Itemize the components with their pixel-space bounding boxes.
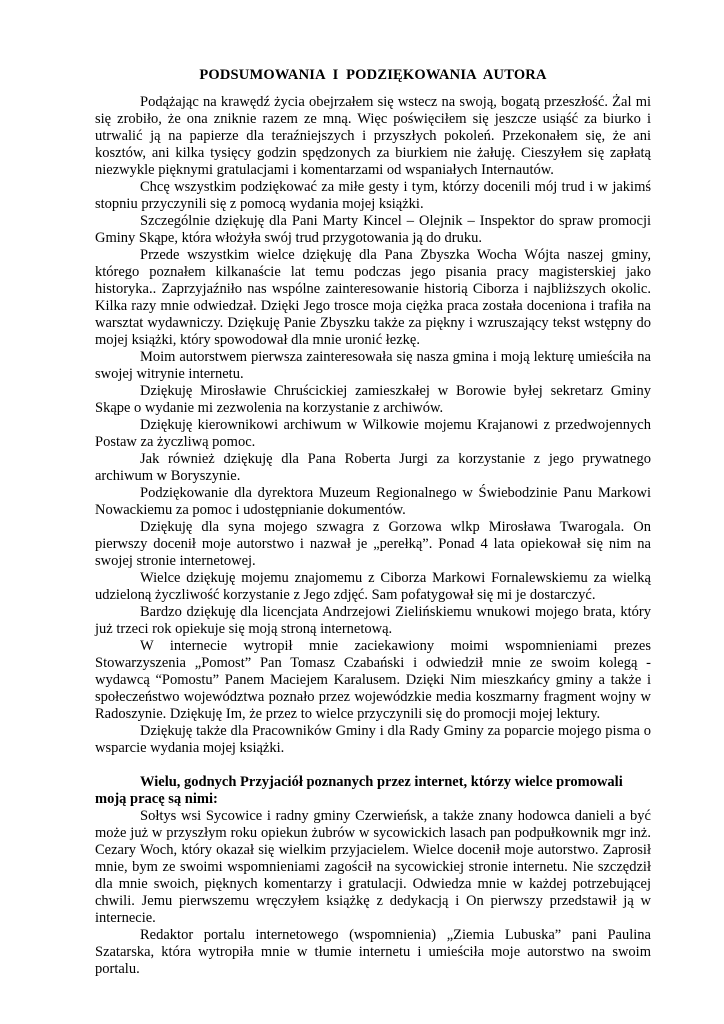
paragraph: Dziękuję dla syna mojego szwagra z Gorzowa wlkp Mirosława Twarogala. On pierwszy docenił moje autorstwo i nazwał je „perełką”. Ponad 4 lata opiekował się nim na swojej stronie internetowej.: [95, 519, 651, 569]
paragraph: Przede wszystkim wielce dziękuję dla Pana Zbyszka Wocha Wójta naszej gminy, którego poznałem kilkanaście lat temu podczas jego pisania pracy magisterskiej jako historyka.. Zaprzyjaźniło nas wspólne zainteresowanie historią Ciborza i najbliższych okolic. Kilka razy mnie odwiedzał. Dzięki Jego trosce moja ciężka praca została doceniona i trafiła na warsztat wydawniczy. Dziękuję Panie Zbyszku także za piękny i wzruszający tekst wstępny do mojej książki, który spowodował dla mnie uronić łezkę.: [95, 247, 651, 348]
paragraph: Podążając na krawędź życia obejrzałem się wstecz na swoją, bogatą przeszłość. Żal mi się zrobiło, że ona zniknie razem ze mną. Więc poświęciłem się jeszcze usiąść za biurko i utrwalić ją na papierze dla teraźniejszych i przyszłych pokoleń. Przekonałem się, że ani kosztów, ani kilka tysięcy godzin spędzonych za biurkiem nie żałuję. Cieszyłem się zapłatą niezwykle pięknymi gratulacjami i komentarzami od wspaniałych Internautów.: [95, 94, 651, 178]
paragraph: Chcę wszystkim podziękować za miłe gesty i tym, którzy docenili mój trud i w jakimś stopniu przyczynili się z pomocą wydania mojej książki.: [95, 179, 651, 212]
paragraph: Moim autorstwem pierwsza zainteresowała się nasza gmina i moją lekturę umieściła na swojej witrynie internetu.: [95, 349, 651, 382]
paragraph: Dziękuję także dla Pracowników Gminy i dla Rady Gminy za poparcie mojego pisma o wsparcie wydania mojej książki.: [95, 723, 651, 756]
paragraph: Dziękuję Mirosławie Chruścickiej zamieszkałej w Borowie byłej sekretarz Gminy Skąpe o wydanie mi zezwolenia na korzystanie z archiwów.: [95, 383, 651, 416]
paragraph: Szczególnie dziękuję dla Pani Marty Kincel – Olejnik – Inspektor do spraw promocji Gminy Skąpe, która włożyła swój trud przygotowania ją do druku.: [95, 213, 651, 246]
paragraph: Sołtys wsi Sycowice i radny gminy Czerwieńsk, a także znany hodowca danieli a być może już w przyszłym roku opiekun żubrów w sycowickich lasach pan podpułkownik mgr inż. Cezary Woch, który okazał się wielkim przyjacielem. Wielce docenił moje autorstwo. Zaprosił mnie, bym ze swoimi wspomnieniami zagościł na sycowickiej stronie internetu. Nie szczędził dla mnie swoich, pięknych komentarzy i gratulacji. Odwiedza mnie w każdej potrzebującej chwili. Jemu pierwszemu wręczyłem książkę z dedykacją i On pierwszy przedstawił ją w internecie.: [95, 808, 651, 926]
document-page: [95, 66, 651, 978]
paragraph: Bardzo dziękuję dla licencjata Andrzejowi Zielińskiemu wnukowi mojego brata, który już trzeci rok opiekuje się moją stroną internetową.: [95, 604, 651, 637]
paragraph: Podziękowanie dla dyrektora Muzeum Regionalnego w Świebodzinie Panu Markowi Nowackiemu za pomoc i udostępnianie dokumentów.: [95, 485, 651, 518]
paragraph: Wielce dziękuję mojemu znajomemu z Ciborza Markowi Fornalewskiemu za wielką udzieloną życzliwość korzystanie z Jego zdjęć. Sam pofatygował się mi je dostarczyć.: [95, 570, 651, 603]
paragraph: W internecie wytropił mnie zaciekawiony moimi wspomnieniami prezes Stowarzyszenia „Pomost” Pan Tomasz Czabański i odwiedził mnie ze swoim kolegą - wydawcą “Pomostu” Panem Maciejem Karalusem. Dzięki Nim mieszkańcy gminy a także i społeczeństwo województwa poznało przez wojewódzkie media koszmarny fragment wojny w Radoszynie. Dziękuję Im, że przez to wielce przyczynili się do promocji mojej lektury.: [95, 638, 651, 722]
paragraph: Dziękuję kierownikowi archiwum w Wilkowie mojemu Krajanowi z przedwojennych Postaw za życzliwą pomoc.: [95, 417, 651, 450]
section-spacer: [95, 757, 651, 774]
document-title: PODSUMOWANIA I PODZIĘKOWANIA AUTORA: [199, 67, 547, 83]
section-heading: Wielu, godnych Przyjaciół poznanych przez internet, którzy wielce promowali moją pracę są nimi:: [95, 774, 623, 807]
paragraph: Jak również dziękuję dla Pana Roberta Jurgi za korzystanie z jego prywatnego archiwum w Boryszynie.: [95, 451, 651, 484]
paragraph: Redaktor portalu internetowego (wspomnienia) „Ziemia Lubuska” pani Paulina Szatarska, która wytropiła mnie w tłumie internetu i umieściła moje autorstwo na swoim portalu.: [95, 927, 651, 977]
